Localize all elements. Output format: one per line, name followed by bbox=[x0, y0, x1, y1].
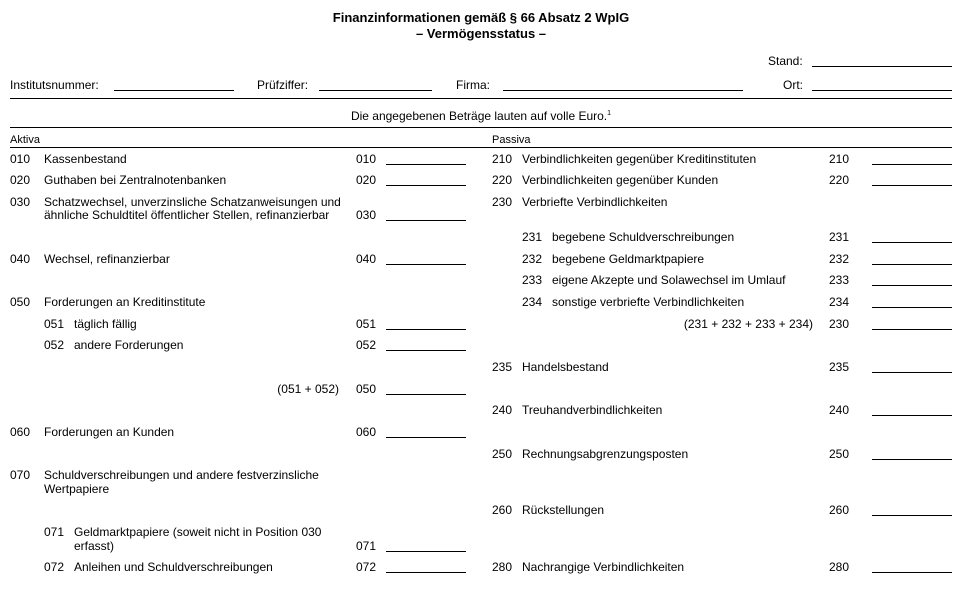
amount-field[interactable] bbox=[872, 459, 952, 460]
passiva-code: 220 bbox=[492, 173, 513, 187]
amount-note bbox=[0, 107, 962, 123]
passiva-heading: Passiva bbox=[492, 134, 531, 146]
aktiva-code: 072 bbox=[44, 560, 65, 574]
aktiva-code: 051 bbox=[44, 317, 65, 331]
passiva-label: Rückstellungen bbox=[522, 503, 605, 517]
divider-top bbox=[10, 98, 952, 99]
ort-label: Ort: bbox=[783, 78, 803, 92]
aktiva-label: Schuldverschreibungen und andere festverzinsliche bbox=[44, 468, 319, 482]
passiva-code: 231 bbox=[522, 230, 543, 244]
aktiva-label: täglich fällig bbox=[74, 317, 137, 331]
amount-field[interactable] bbox=[386, 350, 466, 351]
passiva-ref: 232 bbox=[829, 252, 850, 266]
aktiva-label-cont: Wertpapiere bbox=[44, 482, 110, 496]
passiva-label: begebene Geldmarktpapiere bbox=[552, 252, 705, 266]
sum-formula: (051 + 052) bbox=[277, 382, 339, 396]
passiva-label: Handelsbestand bbox=[522, 360, 609, 374]
aktiva-label: Guthaben bei Zentralnotenbanken bbox=[44, 173, 227, 187]
passiva-ref: 210 bbox=[829, 152, 850, 166]
passiva-label: eigene Akzepte und Solawechsel im Umlauf bbox=[552, 273, 786, 287]
passiva-label: Rechnungsabgrenzungsposten bbox=[522, 447, 689, 461]
passiva-code: 233 bbox=[522, 273, 543, 287]
amount-field[interactable] bbox=[386, 220, 466, 221]
amount-field[interactable] bbox=[386, 185, 466, 186]
passiva-code: 240 bbox=[492, 403, 513, 417]
aktiva-code: 070 bbox=[10, 468, 31, 482]
amount-field[interactable] bbox=[386, 572, 466, 573]
amount-field[interactable] bbox=[872, 164, 952, 165]
aktiva-ref: 020 bbox=[356, 173, 377, 187]
amount-field[interactable] bbox=[872, 242, 952, 243]
aktiva-ref: 050 bbox=[356, 382, 377, 396]
firma-field[interactable] bbox=[503, 90, 743, 91]
passiva-code: 234 bbox=[522, 295, 543, 309]
passiva-ref: 231 bbox=[829, 230, 850, 244]
stand-label: Stand: bbox=[768, 54, 803, 68]
aktiva-label-cont: erfasst) bbox=[74, 539, 115, 553]
aktiva-code: 010 bbox=[10, 152, 31, 166]
aktiva-label-cont: ähnliche Schuldtitel öffentlicher Stellen, refinanzierbar bbox=[44, 208, 330, 222]
passiva-code: 280 bbox=[492, 560, 513, 574]
passiva-code: 235 bbox=[492, 360, 513, 374]
divider-columns bbox=[10, 147, 952, 148]
amount-field[interactable] bbox=[386, 437, 466, 438]
amount-field[interactable] bbox=[386, 394, 466, 395]
pruefziffer-field[interactable] bbox=[319, 90, 432, 91]
passiva-label: sonstige verbriefte Verbindlichkeiten bbox=[552, 295, 745, 309]
amount-field[interactable] bbox=[872, 329, 952, 330]
amount-field[interactable] bbox=[386, 329, 466, 330]
passiva-ref: 234 bbox=[829, 295, 850, 309]
amount-field[interactable] bbox=[386, 264, 466, 265]
aktiva-code: 020 bbox=[10, 173, 31, 187]
firma-label: Firma: bbox=[456, 78, 490, 92]
amount-note-text: Die angegebenen Beträge lauten auf volle Euro. bbox=[350, 109, 608, 123]
passiva-label: Treuhandverbindlichkeiten bbox=[522, 403, 663, 417]
aktiva-label: Forderungen an Kunden bbox=[44, 425, 175, 439]
passiva-label: Verbriefte Verbindlichkeiten bbox=[522, 195, 668, 209]
passiva-code: 260 bbox=[492, 503, 513, 517]
aktiva-ref: 052 bbox=[356, 338, 377, 352]
passiva-ref: 230 bbox=[829, 317, 850, 331]
pruefziffer-label: Prüfziffer: bbox=[257, 78, 309, 92]
aktiva-ref: 030 bbox=[356, 208, 377, 222]
passiva-ref: 233 bbox=[829, 273, 850, 287]
aktiva-label: Anleihen und Schuldverschreibungen bbox=[74, 560, 273, 574]
aktiva-label: Kassenbestand bbox=[44, 152, 127, 166]
amount-field[interactable] bbox=[872, 285, 952, 286]
form-title: Finanzinformationen gemäß § 66 Absatz 2 WpIG bbox=[332, 10, 630, 25]
passiva-label: Verbindlichkeiten gegenüber Kunden bbox=[522, 173, 719, 187]
stand-field[interactable] bbox=[812, 66, 952, 67]
institutsnummer-field[interactable] bbox=[114, 90, 234, 91]
passiva-code: 232 bbox=[522, 252, 543, 266]
divider-note bbox=[10, 127, 952, 128]
amount-field[interactable] bbox=[386, 164, 466, 165]
amount-field[interactable] bbox=[872, 415, 952, 416]
passiva-ref: 260 bbox=[829, 503, 850, 517]
aktiva-label: Geldmarktpapiere (soweit nicht in Position 030 bbox=[74, 525, 322, 539]
aktiva-ref: 040 bbox=[356, 252, 377, 266]
aktiva-code: 060 bbox=[10, 425, 31, 439]
aktiva-ref: 060 bbox=[356, 425, 377, 439]
sum-formula: (231 + 232 + 233 + 234) bbox=[683, 317, 813, 331]
aktiva-code: 071 bbox=[44, 525, 65, 539]
passiva-label: Nachrangige Verbindlichkeiten bbox=[522, 560, 685, 574]
aktiva-label: Wechsel, refinanzierbar bbox=[44, 252, 170, 266]
aktiva-code: 052 bbox=[44, 338, 65, 352]
amount-field[interactable] bbox=[386, 551, 466, 552]
aktiva-ref: 010 bbox=[356, 152, 377, 166]
amount-field[interactable] bbox=[872, 185, 952, 186]
aktiva-label: Schatzwechsel, unverzinsliche Schatzanweisungen und bbox=[44, 195, 341, 209]
passiva-ref: 250 bbox=[829, 447, 850, 461]
passiva-label: Verbindlichkeiten gegenüber Kreditinstituten bbox=[522, 152, 757, 166]
passiva-code: 210 bbox=[492, 152, 513, 166]
form-subtitle: – Vermögensstatus – bbox=[415, 26, 547, 41]
aktiva-label: Forderungen an Kreditinstitute bbox=[44, 295, 206, 309]
aktiva-code: 030 bbox=[10, 195, 31, 209]
institutsnummer-label: Institutsnummer: bbox=[10, 78, 99, 92]
ort-field[interactable] bbox=[812, 90, 952, 91]
aktiva-code: 050 bbox=[10, 295, 31, 309]
amount-field[interactable] bbox=[872, 572, 952, 573]
amount-field[interactable] bbox=[872, 264, 952, 265]
aktiva-heading: Aktiva bbox=[10, 134, 40, 146]
passiva-ref: 240 bbox=[829, 403, 850, 417]
aktiva-code: 040 bbox=[10, 252, 31, 266]
footnote-mark: 1 bbox=[607, 110, 612, 117]
passiva-label: begebene Schuldverschreibungen bbox=[552, 230, 735, 244]
amount-field[interactable] bbox=[872, 307, 952, 308]
passiva-ref: 280 bbox=[829, 560, 850, 574]
passiva-ref: 235 bbox=[829, 360, 850, 374]
aktiva-label: andere Forderungen bbox=[74, 338, 184, 352]
amount-field[interactable] bbox=[872, 372, 952, 373]
aktiva-ref: 072 bbox=[356, 560, 377, 574]
amount-field[interactable] bbox=[872, 515, 952, 516]
passiva-code: 230 bbox=[492, 195, 513, 209]
aktiva-ref: 071 bbox=[356, 539, 377, 553]
passiva-ref: 220 bbox=[829, 173, 850, 187]
aktiva-ref: 051 bbox=[356, 317, 377, 331]
passiva-code: 250 bbox=[492, 447, 513, 461]
